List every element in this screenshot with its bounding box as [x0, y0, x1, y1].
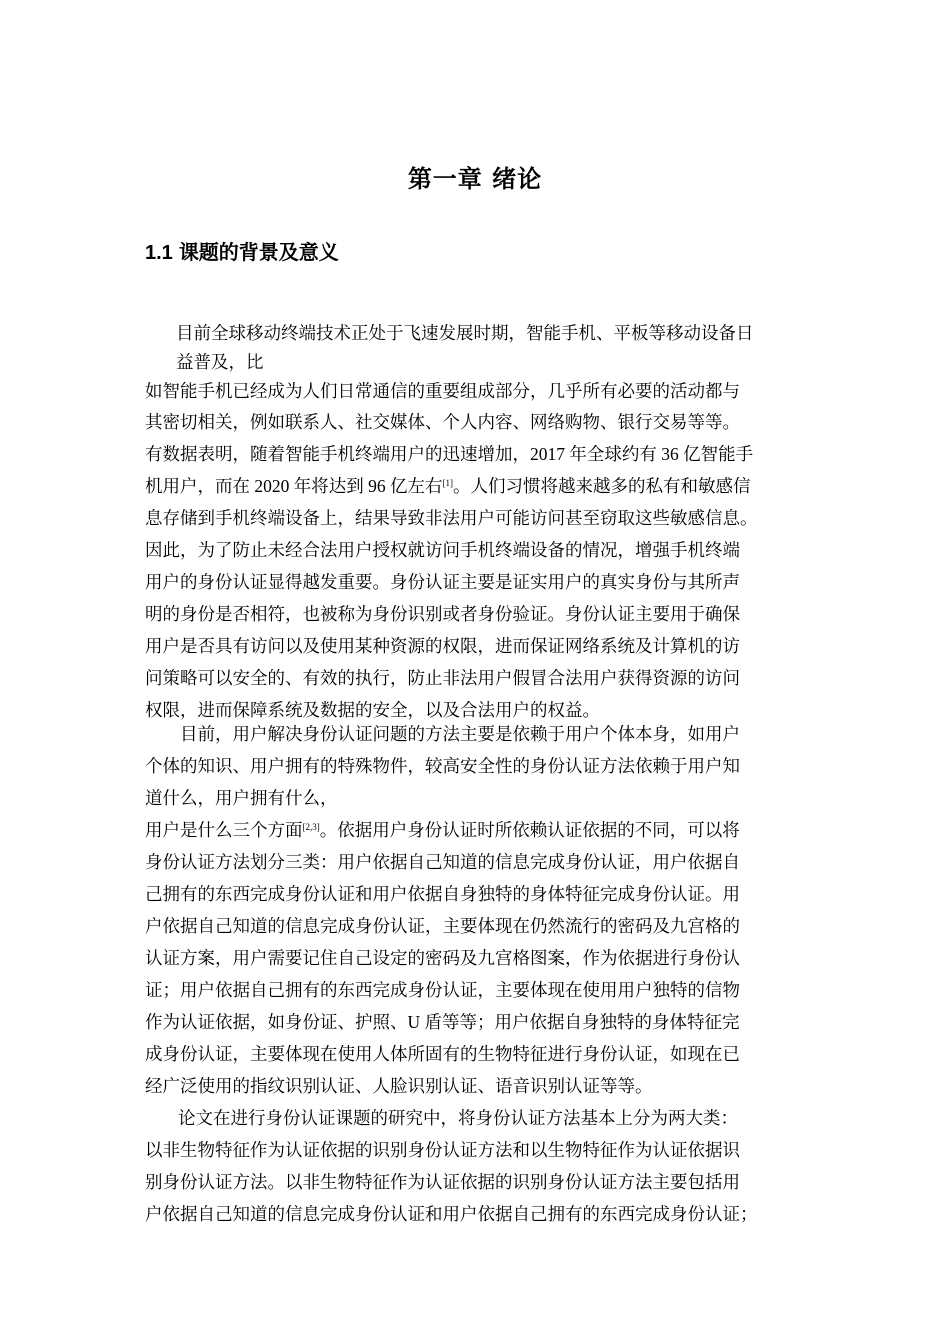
citation: [2,3] — [302, 822, 320, 832]
text-line: 户依据自己知道的信息完成身份认证，主要体现在仍然流行的密码及九宫格的 — [145, 916, 740, 936]
text-line: 以非生物特征作为认证依据的识别身份认证方法和以生物特征作为认证依据识 — [145, 1140, 740, 1160]
text-line: 户依据自己知道的信息完成身份认证和用户依据自己拥有的东西完成身份认证； — [145, 1204, 758, 1224]
text-line: 别身份认证方法。以非生物特征作为认证依据的识别身份认证方法主要包括用 — [145, 1172, 740, 1192]
text-line: 道什么，用户拥有什么， — [145, 788, 338, 808]
text-line: 益普及，比 — [176, 352, 264, 372]
section-heading — [145, 238, 339, 267]
text-line: 明的身份是否相符，也被称为身份识别或者身份验证。身份认证主要用于确保 — [145, 604, 740, 624]
text-line: 因此，为了防止未经合法用户授权就访问手机终端设备的情况，增强手机终端 — [145, 540, 740, 560]
text-line: 认证方案，用户需要记住自己设定的密码及九宫格图案，作为依据进行身份认 — [145, 948, 740, 968]
text-line: 机用户，而在 2020 年将达到 96 亿左右[1]。人们习惯将越来越多的私有和敏感信 — [145, 476, 751, 496]
text-line: 目前，用户解决身份认证问题的方法主要是依赖于用户个体本身，如用户 — [180, 724, 740, 744]
text-line: 目前全球移动终端技术正处于飞速发展时期，智能手机、平板等移动设备日 — [176, 323, 754, 343]
text-line: 身份认证方法划分三类：用户依据自己知道的信息完成身份认证，用户依据自 — [145, 852, 740, 872]
text-line: 如智能手机已经成为人们日常通信的重要组成部分，几乎所有必要的活动都与 — [145, 381, 740, 401]
text-line: 用户是否具有访问以及使用某种资源的权限，进而保证网络系统及计算机的访 — [145, 636, 740, 656]
section-title: 课题的背景及意义 — [178, 240, 339, 264]
text-line: 权限，进而保障系统及数据的安全，以及合法用户的权益。 — [145, 700, 600, 720]
citation: [1] — [442, 478, 453, 488]
text-line: 成身份认证，主要体现在使用人体所固有的生物特征进行身份认证，如现在已 — [145, 1044, 740, 1064]
text-line: 用户的身份认证显得越发重要。身份认证主要是证实用户的真实身份与其所声 — [145, 572, 740, 592]
text-line: 经广泛使用的指纹识别认证、人脸识别认证、语音识别认证等等。 — [145, 1076, 653, 1096]
text-line: 个体的知识、用户拥有的特殊物件，较高安全性的身份认证方法依赖于用户知 — [145, 756, 740, 776]
text-line: 论文在进行身份认证课题的研究中，将身份认证方法基本上分为两大类： — [178, 1108, 738, 1128]
text-line: 证；用户依据自己拥有的东西完成身份认证，主要体现在使用用户独特的信物 — [145, 980, 740, 1000]
text-line: 有数据表明，随着智能手机终端用户的迅速增加，2017 年全球约有 36 亿智能手 — [145, 444, 754, 464]
text-line: 用户是什么三个方面[2,3]。依据用户身份认证时所依赖认证依据的不同，可以将 — [145, 820, 740, 840]
text-line: 其密切相关，例如联系人、社交媒体、个人内容、网络购物、银行交易等等。 — [145, 412, 740, 432]
section-number: 1.1 — [145, 242, 173, 264]
text-line: 问策略可以安全的、有效的执行，防止非法用户假冒合法用户获得资源的访问 — [145, 668, 740, 688]
text-line: 己拥有的东西完成身份认证和用户依据自身独特的身体特征完成身份认证。用 — [145, 884, 740, 904]
text-line: 作为认证依据，如身份证、护照、U 盾等等；用户依据自身独特的身体特征完 — [145, 1012, 740, 1032]
chapter-title: 第一章 绪论 — [407, 164, 543, 193]
text-line: 息存储到手机终端设备上，结果导致非法用户可能访问甚至窃取这些敏感信息。 — [145, 508, 758, 528]
